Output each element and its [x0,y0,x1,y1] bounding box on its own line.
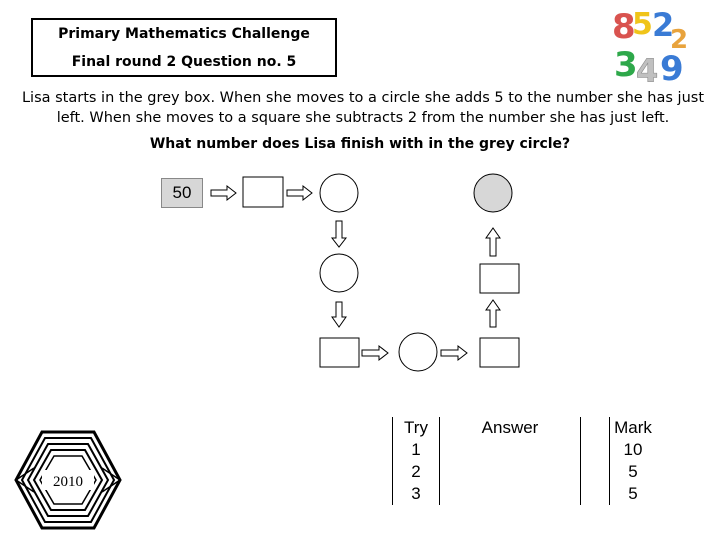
year-text: 2010 [53,474,83,490]
svg-text:4: 4 [636,52,659,90]
box-4 [480,264,519,293]
arrow-right-3 [362,346,388,360]
header-mark: Mark [610,417,657,439]
answer-cell[interactable] [440,461,581,483]
mark-cell: 5 [610,461,657,483]
start-grey-box: 50 [161,178,203,208]
circle-3 [399,333,437,371]
answer-cell[interactable] [440,483,581,505]
table-row [393,461,657,483]
box-1 [243,177,283,207]
table-row [393,483,657,505]
svg-text:2: 2 [670,25,689,55]
numbers-collage-icon [612,4,698,90]
box-2 [320,338,359,367]
table-row [393,439,657,461]
arrow-right-4 [441,346,467,360]
box-3 [480,338,519,367]
mark-cell: 5 [610,483,657,505]
svg-text:3: 3 [614,45,638,85]
try-cell: 3 [393,483,440,505]
svg-text:9: 9 [660,49,684,89]
mark-cell: 10 [610,439,657,461]
title-line-1: Primary Mathematics Challenge [58,26,310,42]
answer-table [392,417,656,505]
table-gap [581,461,610,483]
table-gap [581,417,610,439]
arrow-up-2 [486,228,500,256]
arrow-up-1 [486,300,500,327]
try-cell: 2 [393,461,440,483]
svg-text:8: 8 [612,7,636,47]
header-try: Try [393,417,440,439]
arrow-down-2 [332,302,346,327]
table-gap [581,483,610,505]
header-answer: Answer [440,417,581,439]
svg-text:2: 2 [652,6,675,44]
title-line-2: Final round 2 Question no. 5 [71,54,297,70]
answer-cell[interactable] [440,439,581,461]
arrow-right-1 [211,186,236,200]
instructions-text: Lisa starts in the grey box. When she moves to a circle she adds 5 to the number she has just left. When she moves to a square she subtracts 2 from the number she has just left. [21,90,705,126]
arrow-right-2 [287,186,312,200]
circle-2 [320,254,358,292]
svg-text:5: 5 [632,7,653,42]
title-box [31,18,337,77]
table-gap [581,439,610,461]
try-cell: 1 [393,439,440,461]
grey-circle-finish [474,174,512,212]
arrow-down-1 [332,221,346,247]
circle-1 [320,174,358,212]
table-header-row [393,417,657,439]
question-text: What number does Lisa finish with in the grey circle? [149,136,571,152]
year-badge-2010 [12,428,124,532]
